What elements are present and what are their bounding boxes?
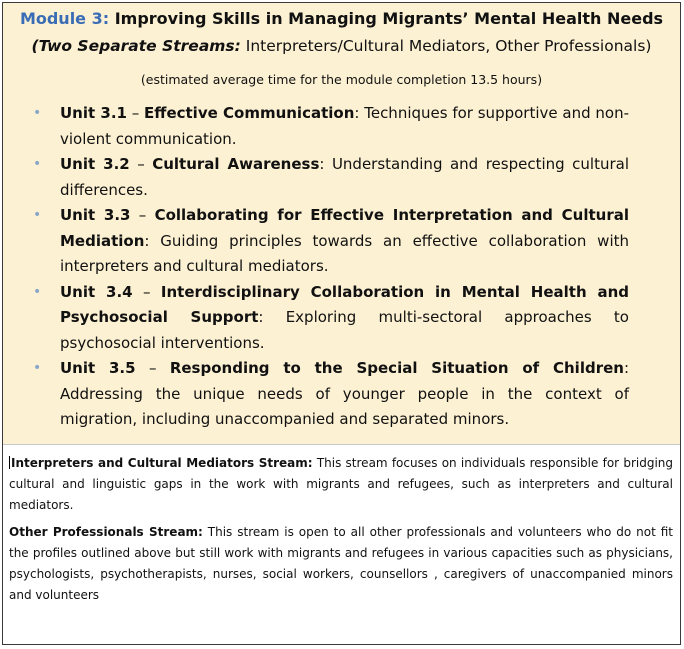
stream-text: This stream is open to all other professionals and volunteers who do not fit the profiles outlined above but still work with migrants and refugees in various capacities such as physicians, psychologists, psychotherapists, nurses, social workers, counsellors , caregivers of unaccompanied minors and volunteers [9,525,673,602]
module-title [3,9,680,28]
stream-label: Other Professionals Stream: [9,525,203,539]
unit-item [33,203,629,280]
unit-dash: – [129,155,153,173]
module-streams-subtitle [3,37,680,55]
unit-description: : Techniques for supportive and non-violent communication. [60,104,629,148]
unit-code: Unit 3.3 [60,206,131,224]
unit-description: : Guiding principles towards an effective collaboration with interpreters and cultural mediators. [60,231,629,275]
unit-description: : Exploring multi-sectoral approaches to psychosocial interventions. [60,308,629,352]
streams-description [9,453,673,612]
unit-title: Collaborating for Effective Interpretation and Cultural Mediation [60,206,629,250]
streams-label: (Two Separate Streams: [31,37,241,55]
bullet-icon: • [33,360,42,376]
bullet-icon: • [33,105,42,121]
module-title-text: Improving Skills in Managing Migrants’ Mental Health Needs [109,9,664,28]
bullet-icon: • [33,156,42,172]
unit-list [33,101,629,433]
module-number-label: Module 3: [19,9,110,28]
module-summary-panel [3,3,680,445]
unit-item [33,356,629,433]
stream-label: Interpreters and Cultural Mediators Stream: [11,456,313,470]
estimated-time-note: (estimated average time for the module completion 13.5 hours) [140,72,543,87]
unit-dash: – [126,104,145,122]
unit-code: Unit 3.2 [60,155,130,173]
unit-title: Responding to the Special Situation of Children [169,359,624,377]
unit-title: Effective Communication [144,104,355,122]
unit-code: Unit 3.5 [60,359,136,377]
bullet-icon: • [33,283,42,300]
unit-dash: – [130,206,155,224]
unit-description: : Understanding and respecting cultural differences. [60,155,629,199]
module-box [2,2,681,645]
bullet-icon: • [33,207,42,223]
interpreters-stream-paragraph [9,453,673,516]
unit-item [33,280,629,357]
streams-text: Interpreters/Cultural Mediators, Other Professionals) [240,37,652,55]
unit-title: Cultural Awareness [152,155,320,173]
unit-code: Unit 3.4 [60,282,133,301]
text-cursor [9,456,10,469]
unit-item [33,101,629,152]
other-professionals-stream-paragraph [9,522,673,606]
stream-text: This stream focuses on individuals responsible for bridging cultural and linguistic gaps in the work with migrants and refugees, such as interpreters and cultural mediators. [9,456,674,512]
unit-dash: – [132,282,161,301]
unit-title: Interdisciplinary Collaboration in Mental Health and Psychosocial Support [60,282,630,326]
unit-code: Unit 3.1 [60,104,127,122]
unit-dash: – [135,359,170,377]
unit-item [33,152,629,203]
unit-description: : Addressing the unique needs of younger people in the context of migration, including unaccompanied and separated minors. [60,359,630,428]
